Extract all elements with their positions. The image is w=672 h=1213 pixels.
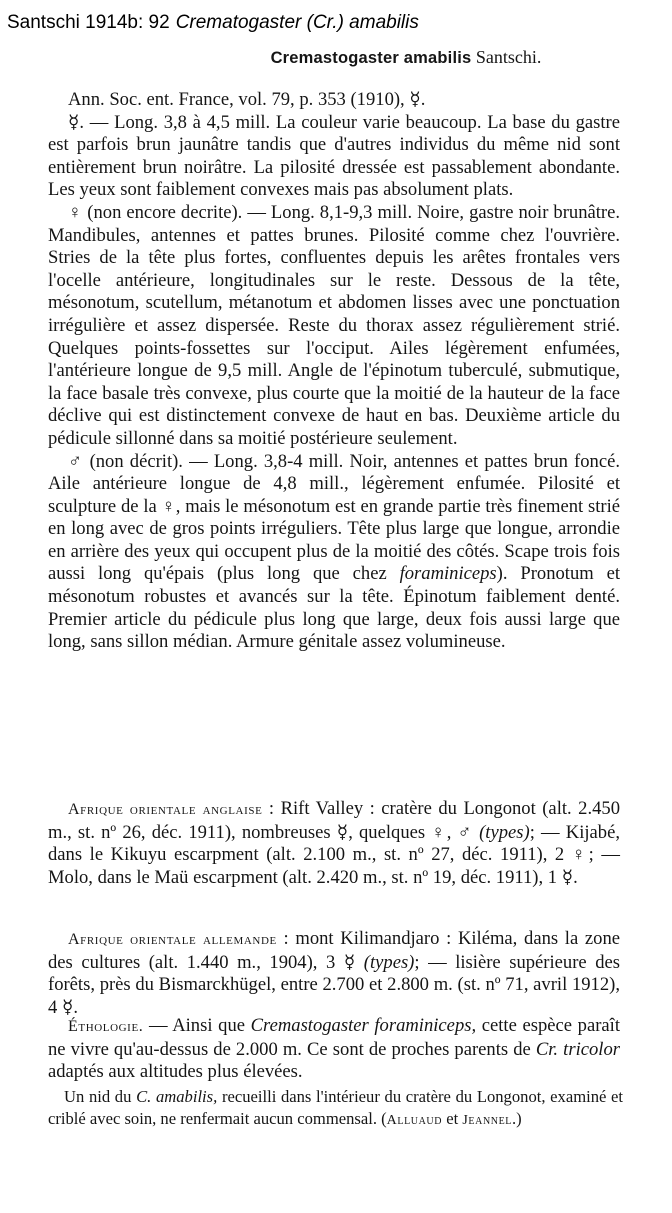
locality-block-1 [48,798,620,889]
locality-types-1: (types) [479,821,530,843]
ethology-species-2: Cr. tricolor [535,1038,620,1060]
locality-region-2: Afrique orientale allemande [68,931,277,948]
locality-types-2: (types) [363,951,415,973]
worker-paragraph: ☿. — Long. 3,8 à 4,5 mill. La couleur varie beaucoup. La base du gastre est parfois brun jaunâtre tandis que d'autres individus du même nid sont entièrement brun noirâtre. La pilosité dressée est passablement abondante. Les yeux sont faiblement convexes mais pas absolument plats. [48,111,620,201]
ethology-text-1: — Ainsi que [149,1015,245,1036]
description-block [48,89,620,654]
species-title [0,47,672,68]
collector-note [48,1086,623,1131]
note-species: C. amabilis, [136,1087,218,1106]
caption-taxon: Crematogaster (Cr.) amabilis [175,12,419,33]
ethology-text-3: adaptés aux altitudes plus élevées. [48,1061,303,1083]
locality-block-2 [48,928,620,1019]
note-authors-open: ( [381,1108,387,1128]
note-author-1: Alluaud [386,1112,443,1128]
caption-ref: Santschi 1914b: 92 [7,12,170,33]
male-text-1: ♂ (non décrit). — Long. 3,8-4 mill. Noir, antennes et pattes brun foncé. Aile antérieure longue de 4,8 mill., légèrement enfumée. Pilosité et sculpture de la ♀, mais le mésonotum est en grande partie très finement strié en long avec de gros points irréguliers. Tête plus large que longue, arrondie en arrière des yeux qui occupent plus de la moitié des côtés. Scape trois fois aussi long qu'épais (plus long que chez [48,450,620,585]
reference-caption [7,12,419,34]
male-text-2: ). Pronotum et mésonotum robustes et avancés sur la tête. Épinotum faiblement denté. Premier article du pédicule plus long que large, deux fois aussi large que long, sans sillon médian. Armure génitale assez volumineuse. [48,563,621,653]
ethology-label: Éthologie. [68,1018,144,1035]
locality-text-1a: : Rift Valley : cratère du Longonot (alt. 2.450 m., st. nº 26, déc. 1911), nombreuses ☿, quelques ♀, ♂ [48,798,620,843]
ethology-block [48,1015,620,1084]
locality-text-1b: ; — Kijabé, dans le Kikuyu escarpment (alt. 2.100 m., st. nº 27, déc. 1911), 2 ♀; — Molo, dans le Maü escarpment (alt. 2.420 m., st. nº 19, déc. 1911), 1 ☿. [48,821,620,888]
male-ref-species: foraminiceps [399,563,497,585]
locality-paragraph-2 [48,928,620,1019]
ethology-species-1: Cremastogaster foraminiceps, [250,1015,477,1036]
species-author: Santschi. [475,47,542,67]
note-author-2: Jeannel [462,1112,513,1128]
locality-text-2b: ; — lisière supérieure des forêts, près du Bismarckhügel, entre 2.700 et 2.800 m. (st. nº 71, avril 1912), 4 ☿. [48,951,620,1018]
locality-paragraph-1 [48,798,620,889]
queen-paragraph: ♀ (non encore decrite). — Long. 8,1-9,3 mill. Noire, gastre noir brunâtre. Mandibules, antennes et pattes brunes. Pilosité comme chez l'ouvrière. Stries de la tête plus fortes, confluentes depuis les arêtes frontales vers l'ocelle antérieure, longitudinales sur le reste. Dessous de la tête, mésonotum, scutellum, métanotum et abdomen lisses avec une ponctuation irrégulière et assez dispersée. Reste du thorax assez régulièrement strié. Quelques points-fossettes sur l'occiput. Ailes légèrement enfumées, l'antérieure longue de 9,5 mill. Angle de l'épinotum tuberculé, submutique, la face basale très convexe, plus courte que la moitié de la hauteur de la face déclive qui est distinctement convexe de haut en bas. Deuxième article du pédicule sillonné dans sa moitié postérieure seulement. [48,201,620,449]
citation-paragraph: Ann. Soc. ent. France, vol. 79, p. 353 (1910), ☿. [68,89,426,110]
note-authors-close: .) [512,1108,522,1128]
locality-region-1: Afrique orientale anglaise [68,801,263,818]
note-text-2: recueilli dans l'intérieur du cratère du Longonot, examiné et criblé avec soin, ne renfermait aucun commensal. [48,1087,624,1128]
note-text-1: Un nid du [64,1087,132,1106]
male-paragraph [48,451,620,654]
note-and: et [446,1108,459,1128]
note-paragraph [48,1086,623,1131]
locality-text-2a: : mont Kilimandjaro : Kiléma, dans la zone des cultures (alt. 1.440 m., 1904), 3 ☿ [48,928,620,973]
ethology-text-2: cette espèce paraît ne vivre qu'au-dessus de 2.000 m. Ce sont de proches parents de [48,1015,620,1060]
species-name: Cremastogaster amabilis [270,49,472,67]
ethology-paragraph [48,1015,620,1084]
